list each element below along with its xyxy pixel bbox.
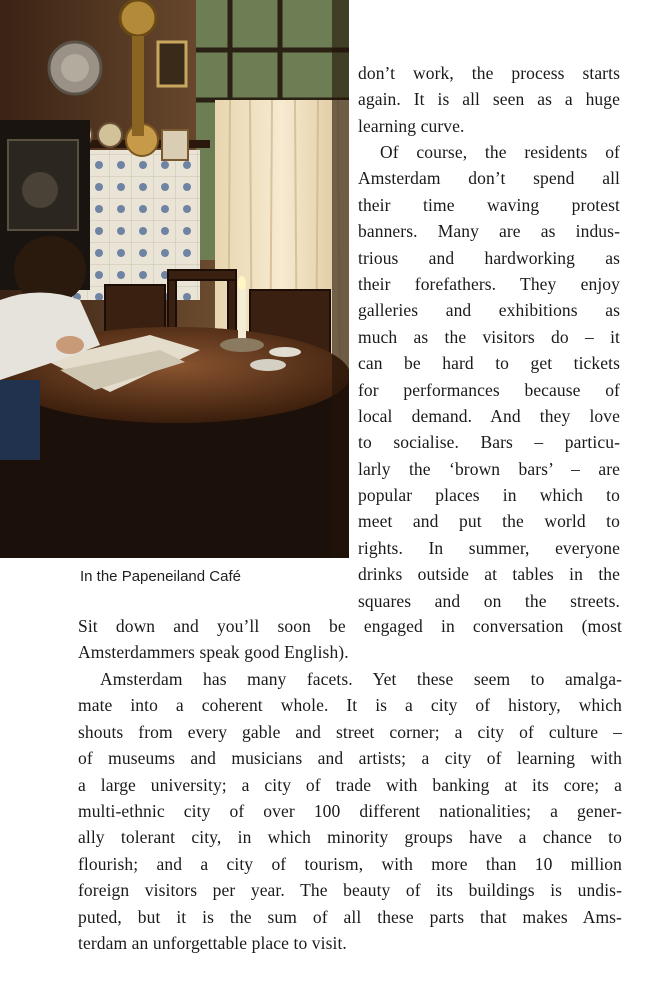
text-line: terdam an unforgettable place to visit. — [78, 932, 347, 953]
text-line: of museums and musicians and artists; a city of learning with — [78, 748, 622, 769]
text-line: larly the ‘brown bars’ – are — [358, 458, 620, 479]
paragraph-continuation — [358, 60, 620, 139]
text-line: a large university; a city of trade with banking at its core; a — [78, 774, 622, 795]
text-line: Of course, the residents of — [380, 142, 620, 162]
text-line: squares and on the streets. — [358, 590, 620, 611]
text-line: rights. In summer, everyone — [358, 537, 620, 558]
cafe-photo-illustration — [0, 0, 349, 558]
text-line: Amsterdammers speak good English). — [78, 642, 349, 663]
text-line: drinks outside at tables in the — [358, 564, 620, 585]
text-line: their forefathers. They enjoy — [358, 273, 620, 294]
text-line: popular places in which to — [358, 485, 620, 506]
text-line: again. It is all seen as a huge — [358, 89, 620, 110]
photo-caption: In the Papeneiland Café — [80, 568, 241, 585]
cafe-photo — [0, 0, 349, 558]
text-line: Amsterdam don’t spend all — [358, 168, 620, 189]
paragraph-facets — [78, 666, 622, 956]
text-line: meet and put the world to — [358, 511, 620, 532]
text-line: for performances because of — [358, 379, 620, 400]
text-line: flourish; and a city of tourism, with more than 10 million — [78, 853, 622, 874]
text-line: local demand. And they love — [358, 405, 620, 426]
text-line: foreign visitors per year. The beauty of its buildings is undis- — [78, 880, 622, 901]
text-line: Amsterdam has many facets. Yet these seem to amalga- — [100, 669, 622, 689]
text-line: puted, but it is the sum of all these parts that makes Ams- — [78, 906, 622, 927]
text-line: don’t work, the process starts — [358, 63, 620, 83]
text-line: much as the visitors do – it — [358, 326, 620, 347]
paragraph-residents — [358, 139, 620, 614]
text-line: learning curve. — [358, 115, 465, 136]
text-line: shouts from every gable and street corner; a city of culture – — [78, 721, 622, 742]
text-line: galleries and exhibitions as — [358, 300, 620, 321]
text-line: to socialise. Bars – particu- — [358, 432, 620, 453]
text-line: banners. Many are as indus- — [358, 221, 620, 242]
text-line: trious and hardworking as — [358, 247, 620, 268]
text-line: their time waving protest — [358, 194, 620, 215]
text-line: multi-ethnic city of over 100 different nationalities; a gener- — [78, 800, 622, 821]
text-line: can be hard to get tickets — [358, 353, 620, 374]
text-line: ally tolerant city, in which minority groups have a chance to — [78, 827, 622, 848]
text-line: mate into a coherent whole. It is a city of history, which — [78, 695, 622, 716]
text-line: Sit down and you’ll soon be engaged in conversation (most — [78, 616, 622, 636]
paragraph-conversation — [78, 613, 622, 666]
